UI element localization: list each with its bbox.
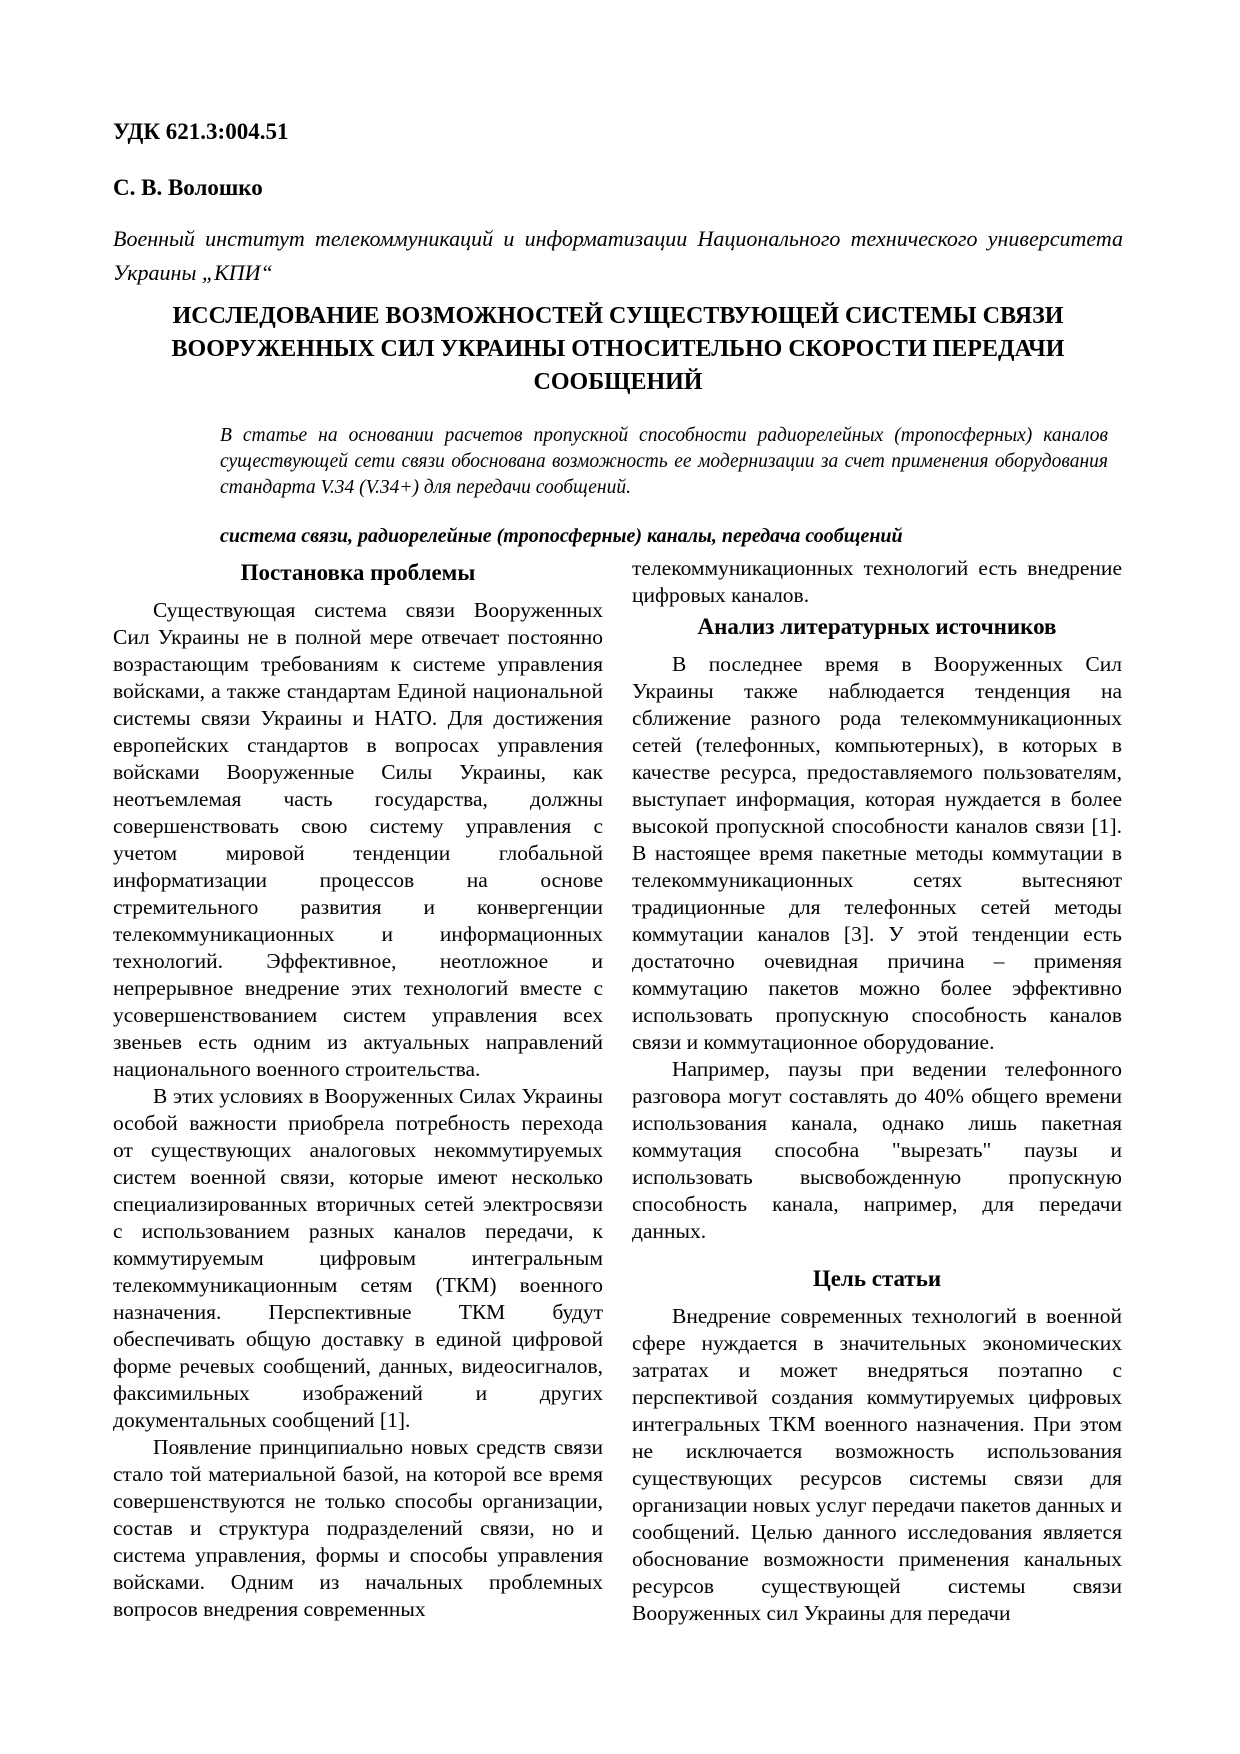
page-content <box>113 0 1123 1627</box>
affiliation-text: Военный институт телекоммуникаций и информатизации Национального технического университета Украины „КПИ“ <box>113 226 1123 285</box>
abstract-text: В статье на основании расчетов пропускной способности радиорелейных (тропосферных) каналов существующей сети связи обоснована возможность ее модернизации за счет применения оборудования стандарта V.34 (V.34+) для передачи сообщений. <box>220 425 1108 498</box>
paragraph: Появление принципиально новых средств связи стало той материальной базой, на которой все время совершенствуются не только способы организации, состав и структура подразделений связи, но и система управления, формы и способы управления войсками. Одним из начальных проблемных вопросов внедрения современных <box>113 1435 603 1621</box>
paragraph: Внедрение современных технологий в военной сфере нуждается в значительных экономических затратах и может внедряться поэтапно с перспективой создания коммутируемых цифровых интегральных ТКМ военного назначения. При этом не исключается возможность использования существующих ресурсов системы связи для организации новых услуг передачи пакетов данных и сообщений. Целью данного исследования является обоснование возможности применения канальных ресурсов существующей системы связи Вооруженных сил Украины для передачи <box>632 1304 1122 1625</box>
author-name: С. В. Волошко <box>113 175 263 200</box>
paragraph: Например, паузы при ведении телефонного разговора могут составлять до 40% общего времени использования канала, однако лишь пакетная коммутация способна "вырезать" паузы и использовать высвобожденную пропускную способность канала, например, для передачи данных. <box>632 1057 1122 1243</box>
udc-code: УДК 621.3:004.51 <box>113 119 289 144</box>
paragraph: В этих условиях в Вооруженных Силах Украины особой важности приобрела потребность перехода от существующих аналоговых некоммутируемых систем военной связи, которые имеют несколько специализированных вторичных сетей электросвязи с использованием разных каналов передачи, к коммутируемым цифровым интегральным телекоммуникационным сетям (ТКМ) военного назначения. Перспективные ТКМ будут обеспечивать общую доставку в единой цифровой форме речевых сообщений, данных, видеосигналов, факсимильных изображений и других документальных сообщений [1]. <box>113 1084 603 1432</box>
section-heading-literature-analysis: Анализ литературных источников <box>697 614 1057 639</box>
paragraph: Существующая система связи Вооруженных Сил Украины не в полной мере отвечает постоянно возрастающим требованиям к системе управления войсками, а также стандартам Единой национальной системы связи Украины и НАТО. Для достижения европейских стандартов в вопросах управления войсками Вооруженные Силы Украины, как неотъемлемая часть государства, должны совершенствовать свою систему управления с учетом мировой тенденции глобальной информатизации процессов на основе стремительного развития и конвергенции телекоммуникационных и информационных технологий. Эффективное, неотложное и непрерывное внедрение этих технологий вместе с усовершенствованием систем управления всех звеньев есть одним из актуальных направлений национального военного строительства. <box>113 598 603 1081</box>
paragraph-continuation: телекоммуникационных технологий есть внедрение цифровых каналов. <box>632 556 1122 607</box>
right-column <box>632 555 1122 1627</box>
section-heading-problem-statement: Постановка проблемы <box>240 560 476 585</box>
article-title: ИССЛЕДОВАНИЕ ВОЗМОЖНОСТЕЙ СУЩЕСТВУЮЩЕЙ СИСТЕМЫ СВЯЗИ ВООРУЖЕННЫХ СИЛ УКРАИНЫ ОТНОСИТЕЛЬНО СКОРОСТИ ПЕРЕДАЧИ СООБЩЕНИЙ <box>171 303 1065 395</box>
paragraph: В последнее время в Вооруженных Сил Украины также наблюдается тенденция на сближение разного рода телекоммуникационных сетей (телефонных, компьютерных), в которых в качестве ресурса, предоставляемого пользователям, выступает информация, которая нуждается в более высокой пропускной способности каналов связи [1]. В настоящее время пакетные методы коммутации в телекоммуникационных сетях вытесняют традиционные для телефонных сетей методы коммутации каналов [3]. У этой тенденции есть достаточно очевидная причина – применяя коммутацию пакетов можно более эффективно использовать пропускную способность каналов связи и коммутационное оборудование. <box>632 652 1122 1054</box>
keywords-line: система связи, радиорелейные (тропосферные) каналы, передача сообщений <box>220 525 903 547</box>
two-column-body <box>113 555 1123 1627</box>
section-heading-article-goal: Цель статьи <box>812 1266 942 1291</box>
left-column <box>113 555 603 1627</box>
